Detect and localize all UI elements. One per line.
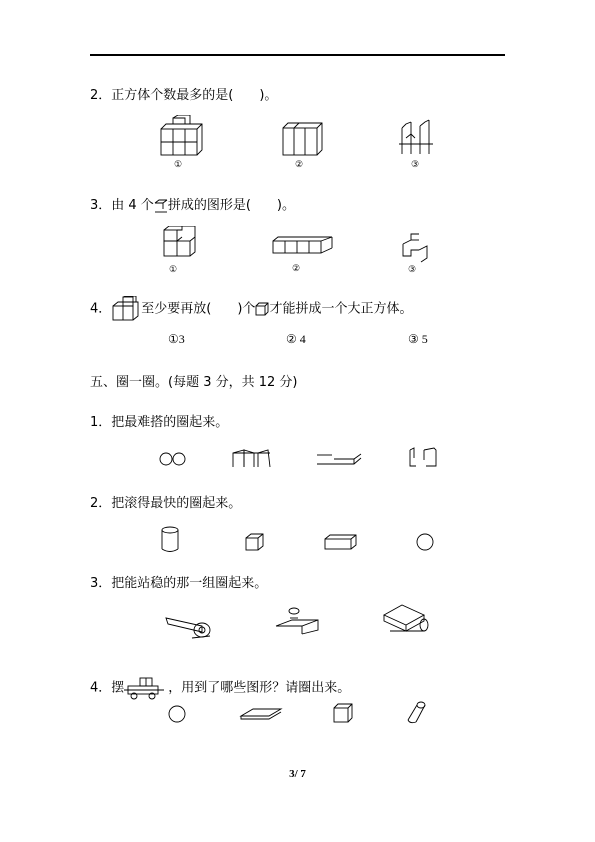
q4-text (90, 296, 412, 322)
s5-q2-cuboid[interactable] (322, 532, 360, 552)
s5-q4-cylinder[interactable] (404, 700, 428, 726)
q4-option-3[interactable]: ③ 5 (408, 332, 428, 346)
s5-q3-group-1[interactable] (162, 608, 222, 644)
s5-q3-text: 3．把能站稳的那一组圈起来。 (90, 576, 268, 591)
q3-option-2-figure[interactable] (270, 233, 336, 275)
cube-stack-icon (111, 296, 141, 322)
q3-label-2: ② (292, 263, 301, 273)
q2-option-2-figure[interactable] (280, 118, 325, 170)
header-rule (90, 54, 505, 56)
s5-q1-arches[interactable] (230, 447, 274, 469)
s5-q1-two-circles[interactable] (158, 450, 188, 468)
s5-q3-group-3[interactable] (380, 601, 434, 641)
s5-q2-ball[interactable] (414, 531, 436, 553)
page-number: 3/ 7 (289, 768, 306, 780)
q2-option-1-figure[interactable] (158, 115, 208, 170)
s5-q1-flat-boards[interactable] (314, 450, 364, 468)
s5-q2-cube[interactable] (244, 532, 266, 552)
q3-label-3: ③ (408, 264, 417, 274)
s5-q4-cube[interactable] (332, 702, 354, 724)
s5-q4-flat-board[interactable] (238, 706, 284, 722)
cube-block-icon (154, 199, 168, 213)
s5-q4-sphere[interactable] (166, 703, 188, 725)
q3-text (90, 198, 295, 214)
s5-q4-text-suffix: ，用到了哪些图形？请圈出来。 (168, 680, 351, 696)
s5-q4-text (90, 676, 350, 700)
q4-option-2[interactable]: ② 4 (286, 332, 306, 346)
q3-option-3-figure[interactable] (397, 230, 437, 276)
q4-text-prefix: 4． (90, 301, 112, 317)
toy-train-icon (124, 676, 168, 700)
q3-label-1: ① (169, 264, 178, 274)
q4-text-middle: 至少要再放( )个 (141, 301, 256, 317)
q3-text-suffix: 拼成的图形是( )。 (167, 198, 295, 213)
q2-label-3: ③ (411, 159, 420, 169)
s5-q2-text: 2．把滚得最快的圈起来。 (90, 496, 242, 511)
s5-q4-text-prefix: 4．摆 (90, 680, 125, 696)
section5-title: 五、圈一圈。(每题 3 分，共 12 分) (90, 375, 298, 390)
q3-text-prefix: 3．由 4 个 (90, 198, 154, 213)
q4-text-suffix: 才能拼成一个大正方体。 (269, 301, 413, 317)
q3-option-1-figure[interactable] (160, 226, 200, 276)
single-cube-icon (255, 302, 269, 316)
q2-label-1: ① (174, 159, 183, 169)
q4-option-1[interactable]: ①3 (168, 332, 185, 346)
s5-q3-group-2[interactable] (272, 604, 324, 640)
q2-text: 2．正方体个数最多的是( )。 (90, 88, 278, 103)
s5-q2-cylinder[interactable] (158, 526, 182, 554)
q2-label-2: ② (295, 159, 304, 169)
s5-q1-text: 1．把最难搭的圈起来。 (90, 415, 229, 430)
q2-option-3-figure[interactable] (397, 116, 439, 170)
s5-q1-blocks[interactable] (404, 446, 444, 470)
